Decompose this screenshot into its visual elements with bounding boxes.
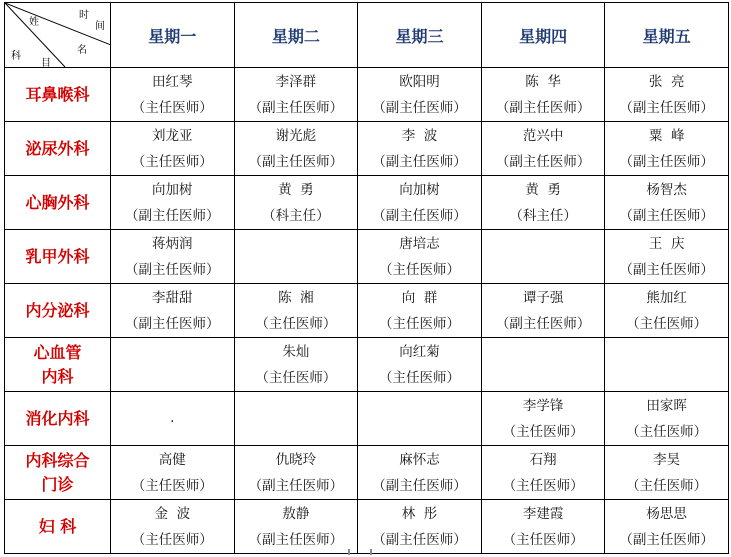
doctor-title: （副主任医师） (372, 531, 467, 548)
day-header (605, 3, 729, 68)
doctor-cell (605, 500, 729, 554)
doctor-title: （副主任医师） (619, 99, 714, 116)
doctor-cell (234, 500, 358, 554)
doctor-title: （副主任医师） (248, 477, 344, 494)
doctor-cell (481, 446, 605, 500)
doctor-title: （科主任） (509, 207, 577, 224)
doctor-title: （副主任医师） (619, 261, 714, 278)
doctor-title: （副主任医师） (372, 477, 467, 494)
department-name: 妇 科 (38, 516, 77, 536)
doctor-name: 李建霞 (522, 505, 564, 522)
department-cell (5, 446, 111, 500)
doctor-cell (111, 392, 235, 446)
day-header (234, 3, 358, 68)
doctor-name: 林 彤 (401, 505, 438, 522)
doctor-title: （副主任医师） (495, 153, 591, 170)
doctor-title: （主任医师） (255, 315, 337, 332)
doctor-title: （主任医师） (131, 153, 213, 170)
doctor-name: 向加树 (399, 181, 440, 198)
department-cell (5, 230, 111, 284)
doctor-name: 谢光彪 (275, 127, 317, 144)
doctor-name: 仇晓玲 (275, 451, 317, 468)
doctor-cell (358, 446, 482, 500)
doctor-name: 李学锋 (522, 397, 564, 414)
doctor-cell (358, 392, 482, 446)
day-label: 星期一 (148, 26, 197, 46)
doctor-name: 李昊 (653, 451, 681, 468)
corner-char: 间 (95, 21, 105, 32)
day-label: 星期三 (395, 26, 444, 46)
doctor-cell (481, 392, 605, 446)
department-cell (5, 122, 111, 176)
doctor-cell (605, 446, 729, 500)
doctor-cell (234, 284, 358, 338)
department-row (5, 392, 729, 446)
department-name: 心胸外科 (25, 192, 90, 212)
diagonal-header-cell (5, 3, 111, 68)
doctor-title: （主任医师） (626, 423, 708, 440)
doctor-title: （副主任医师） (248, 153, 344, 170)
department-cell (5, 68, 111, 122)
department-name: 耳鼻喉科 (25, 84, 90, 104)
corner-char: 时 (79, 10, 89, 21)
department-cell (5, 392, 111, 446)
doctor-name: 向红菊 (399, 343, 440, 360)
doctor-title: （副主任医师） (495, 315, 591, 332)
doctor-title: （主任医师） (255, 369, 337, 386)
doctor-title: （副主任医师） (125, 261, 220, 278)
corner-char: 目 (41, 58, 51, 68)
doctor-cell (111, 230, 235, 284)
day-label: 星期二 (271, 26, 320, 46)
doctor-cell (234, 446, 358, 500)
day-header (358, 3, 482, 68)
doctor-cell (481, 122, 605, 176)
doctor-name: 敖静 (282, 505, 310, 522)
doctor-title: （主任医师） (131, 477, 213, 494)
doctor-title: （主任医师） (502, 531, 584, 548)
department-row (5, 230, 729, 284)
doctor-cell (234, 338, 358, 392)
doctor-title: （副主任医师） (248, 99, 344, 116)
doctor-name: 熊加红 (646, 289, 687, 306)
scroll-marker (330, 549, 390, 555)
doctor-title: （科主任） (262, 207, 330, 224)
doctor-cell (234, 392, 358, 446)
doctor-cell (605, 392, 729, 446)
doctor-cell (358, 68, 482, 122)
department-name: 内科综合 (25, 450, 90, 470)
doctor-name: 李泽群 (275, 73, 317, 90)
doctor-name: 欧阳明 (399, 73, 440, 90)
doctor-title: （主任医师） (131, 99, 213, 116)
doctor-cell (358, 176, 482, 230)
doctor-title: （副主任医师） (372, 153, 467, 170)
department-row (5, 284, 729, 338)
doctor-cell (481, 230, 605, 284)
doctor-cell (481, 68, 605, 122)
doctor-name: 田家晖 (646, 397, 687, 414)
doctor-cell (605, 284, 729, 338)
department-row (5, 338, 729, 392)
doctor-cell (358, 230, 482, 284)
doctor-name: 唐培志 (399, 235, 440, 252)
corner-char: 科 (11, 51, 21, 62)
doctor-name: 王 庆 (648, 235, 685, 252)
doctor-name: 陈 湘 (278, 289, 314, 306)
doctor-title: （主任医师） (378, 315, 460, 332)
corner-char: 名 (77, 45, 87, 56)
doctor-name: 陈 华 (525, 73, 561, 90)
department-cell (5, 176, 111, 230)
department-cell (5, 338, 111, 392)
doctor-cell (358, 500, 482, 554)
doctor-cell (111, 122, 235, 176)
clinic-schedule-table (4, 2, 729, 554)
doctor-cell (234, 68, 358, 122)
doctor-cell (111, 68, 235, 122)
doctor-title: （主任医师） (502, 477, 584, 494)
doctor-name: 刘龙亚 (152, 127, 193, 144)
doctor-cell (111, 338, 235, 392)
doctor-name: 黄 勇 (525, 181, 561, 198)
doctor-name: 田红琴 (152, 73, 193, 90)
doctor-cell (481, 500, 605, 554)
doctor-name: 杨智杰 (646, 181, 687, 198)
doctor-name: 金 波 (154, 505, 191, 522)
doctor-cell (111, 176, 235, 230)
day-label: 星期五 (642, 26, 691, 46)
doctor-name: 范兴中 (522, 127, 564, 144)
stray-mark: . (170, 411, 175, 426)
day-header (111, 3, 235, 68)
department-name: 泌尿外科 (25, 138, 90, 158)
doctor-name: 麻怀志 (399, 451, 440, 468)
department-name: 心血管 (33, 342, 82, 362)
day-header (481, 3, 605, 68)
doctor-name: 谭子强 (522, 289, 564, 306)
doctor-cell (605, 338, 729, 392)
department-name: 门诊 (41, 474, 74, 494)
doctor-title: （副主任医师） (372, 207, 467, 224)
doctor-cell (605, 176, 729, 230)
department-row (5, 446, 729, 500)
doctor-cell (605, 230, 729, 284)
doctor-title: （副主任医师） (619, 531, 714, 548)
doctor-name: 高健 (158, 451, 186, 468)
department-cell (5, 500, 111, 554)
department-name: 消化内科 (25, 408, 90, 428)
doctor-cell (234, 176, 358, 230)
doctor-title: （主任医师） (131, 531, 213, 548)
doctor-title: （副主任医师） (125, 207, 220, 224)
department-name: 乳甲外科 (25, 246, 90, 266)
department-cell (5, 284, 111, 338)
doctor-name: 朱灿 (282, 343, 310, 360)
doctor-cell (358, 284, 482, 338)
doctor-name: 黄 勇 (278, 181, 314, 198)
doctor-cell (111, 446, 235, 500)
doctor-title: （主任医师） (378, 261, 460, 278)
doctor-name: 张 亮 (648, 73, 685, 90)
doctor-cell (358, 122, 482, 176)
doctor-title: （副主任医师） (125, 315, 220, 332)
department-name: 内科 (41, 366, 74, 386)
department-row (5, 122, 729, 176)
doctor-name: 向 群 (401, 289, 438, 306)
department-row (5, 500, 729, 554)
corner-char: 姓 (29, 17, 39, 28)
doctor-title: （主任医师） (502, 423, 584, 440)
doctor-title: （副主任医师） (619, 207, 714, 224)
doctor-cell (605, 122, 729, 176)
day-label: 星期四 (519, 26, 568, 46)
doctor-name: 李甜甜 (152, 289, 193, 306)
doctor-cell (481, 338, 605, 392)
doctor-cell (605, 68, 729, 122)
department-name: 内分泌科 (25, 300, 90, 320)
doctor-title: （副主任医师） (495, 99, 591, 116)
doctor-name: 石翔 (529, 451, 557, 468)
doctor-cell (234, 230, 358, 284)
doctor-cell (234, 122, 358, 176)
doctor-title: （副主任医师） (619, 153, 714, 170)
doctor-cell (481, 176, 605, 230)
doctor-cell (111, 500, 235, 554)
department-row (5, 68, 729, 122)
header-row (5, 3, 729, 68)
doctor-name: 杨思思 (646, 505, 687, 522)
department-row (5, 176, 729, 230)
doctor-title: （副主任医师） (372, 99, 467, 116)
doctor-cell (481, 284, 605, 338)
doctor-title: （副主任医师） (248, 531, 344, 548)
doctor-title: （主任医师） (378, 369, 460, 386)
doctor-cell (111, 284, 235, 338)
doctor-title: （主任医师） (626, 477, 708, 494)
doctor-name: 向加树 (152, 181, 193, 198)
doctor-cell (358, 338, 482, 392)
doctor-title: （主任医师） (626, 315, 708, 332)
doctor-name: 蒋炳润 (152, 235, 193, 252)
doctor-name: 粟 峰 (648, 127, 685, 144)
doctor-name: 李 波 (401, 127, 438, 144)
